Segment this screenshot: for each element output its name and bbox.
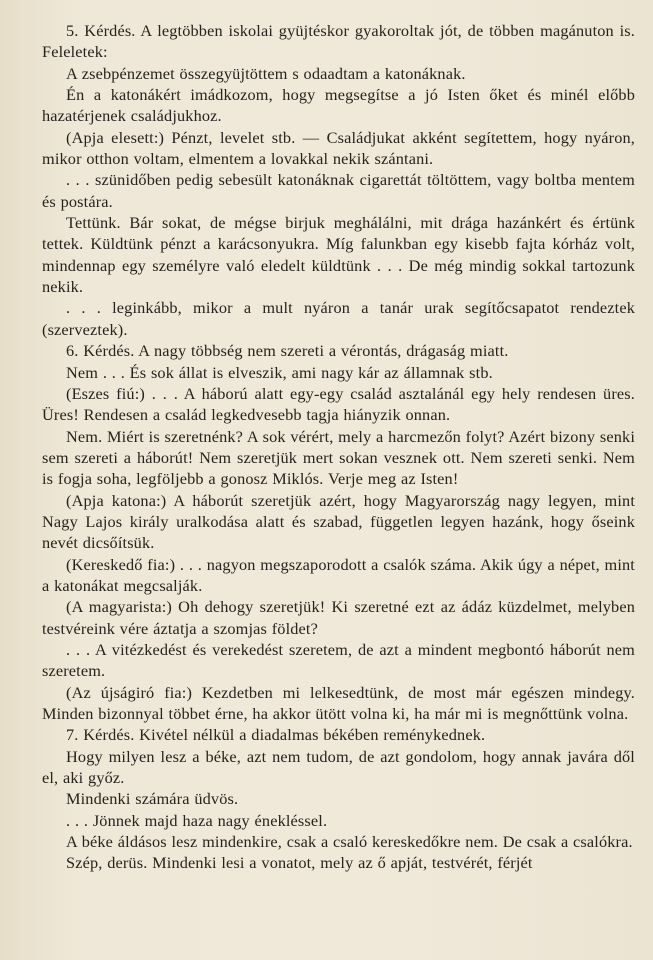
paragraph: (A magyarista:) Oh dehogy szeretjük! Ki szeretné ezt az ádáz küzdelmet, melyben testvéreink vére áztatja a szomjas földet?: [42, 597, 635, 638]
paragraph: Tettünk. Bár sokat, de mégse birjuk meghálálni, mit drága hazánkért és értünk tettek. Küldtünk pénzt a karácsonyukra. Míg falunkban egy kisebb fajta kórház volt, mindennap egy személyre való eledelt küldtünk . . . De még mindig sokkal tartozunk nekik.: [42, 213, 635, 297]
paragraph: A béke áldásos lesz mindenkire, csak a csaló kereskedőkre nem. De csak a csalókra.: [66, 832, 633, 852]
paragraph: Én a katonákért imádkozom, hogy megsegítse a jó Isten őket és minél előbb hazatérjenek családjukhoz.: [42, 85, 635, 126]
paragraph: (Kereskedő fia:) . . . nagyon megszaporodott a csalók száma. Akik úgy a népet, mint a katonákat megcsalják.: [42, 554, 635, 595]
paragraph: Szép, derüs. Mindenki lesi a vonatot, mely az ő apját, testvérét, férjét: [66, 853, 533, 873]
paragraph: (Eszes fiú:) . . . A háború alatt egy-egy család asztalánál egy hely rendesen üres. Üres! Rendesen a család legkedvesebb tagja hiányzik onnan.: [42, 383, 635, 425]
paragraph: (Apja katona:) A háborút szeretjük azért, hogy Magyarország nagy legyen, mint Nagy Lajos király uralkodása alatt és szabad, független legyen hazánk, hogy őseink nevét dicsőítsük.: [42, 490, 635, 553]
paragraph: (Az újságiró fia:) Kezdetben mi lelkesedtünk, de most már egészen mindegy. Minden bizonnyal többet érne, ha akkor ütött volna ki, ha már mi is megnőttünk volna.: [42, 682, 635, 723]
paragraph: Hogy milyen lesz a béke, azt nem tudom, de azt gondolom, hogy annak javára dől el, aki győz.: [42, 746, 635, 788]
paragraph: . . . A vitézkedést és verekedést szeretem, de azt a mindent megbontó háborút nem szeretem.: [42, 639, 635, 681]
paragraph: Mindenki számára üdvös.: [66, 789, 239, 809]
paragraph: Nem. Miért is szeretnénk? A sok vérért, mely a harcmezőn folyt? Azért bizony senki sem szereti a háborút! Nem szeretjük mert sokan vesznek ott. Nem szereti senki. Nem is fogja soha, legföljebb a gonosz Miklós. Verje meg az Isten!: [42, 426, 636, 489]
paragraph: A zsebpénzemet összegyüjtöttem s odaadtam a katonáknak.: [66, 63, 466, 83]
page-text: [42, 20, 635, 874]
paragraph: . . . szünidőben pedig sebesült katonáknak cigarettát töltöttem, vagy boltba mentem és postára.: [42, 170, 635, 211]
paragraph: Nem . . . És sok állat is elveszik, ami nagy kár az államnak stb.: [66, 362, 493, 382]
paragraph-question-7: 7. Kérdés. Kivétel nélkül a diadalmas békében reménykednek.: [66, 725, 486, 745]
paragraph-question-5: 5. Kérdés. A legtöbben iskolai gyüjtéskor gyakoroltak jót, de többen magánuton is. Feleletek:: [42, 21, 635, 62]
paragraph: (Apja elesett:) Pénzt, levelet stb. — Családjukat akként segítettem, hogy nyáron, mikor otthon voltam, elmentem a lovakkal nekik szántani.: [42, 127, 635, 169]
paragraph-question-6: 6. Kérdés. A nagy többség nem szereti a vérontás, drágaság miatt.: [66, 341, 509, 361]
paragraph: . . . leginkább, mikor a mult nyáron a tanár urak segítőcsapatot rendeztek (szerveztek).: [42, 298, 635, 339]
paragraph: . . . Jönnek majd haza nagy énekléssel.: [66, 810, 328, 830]
